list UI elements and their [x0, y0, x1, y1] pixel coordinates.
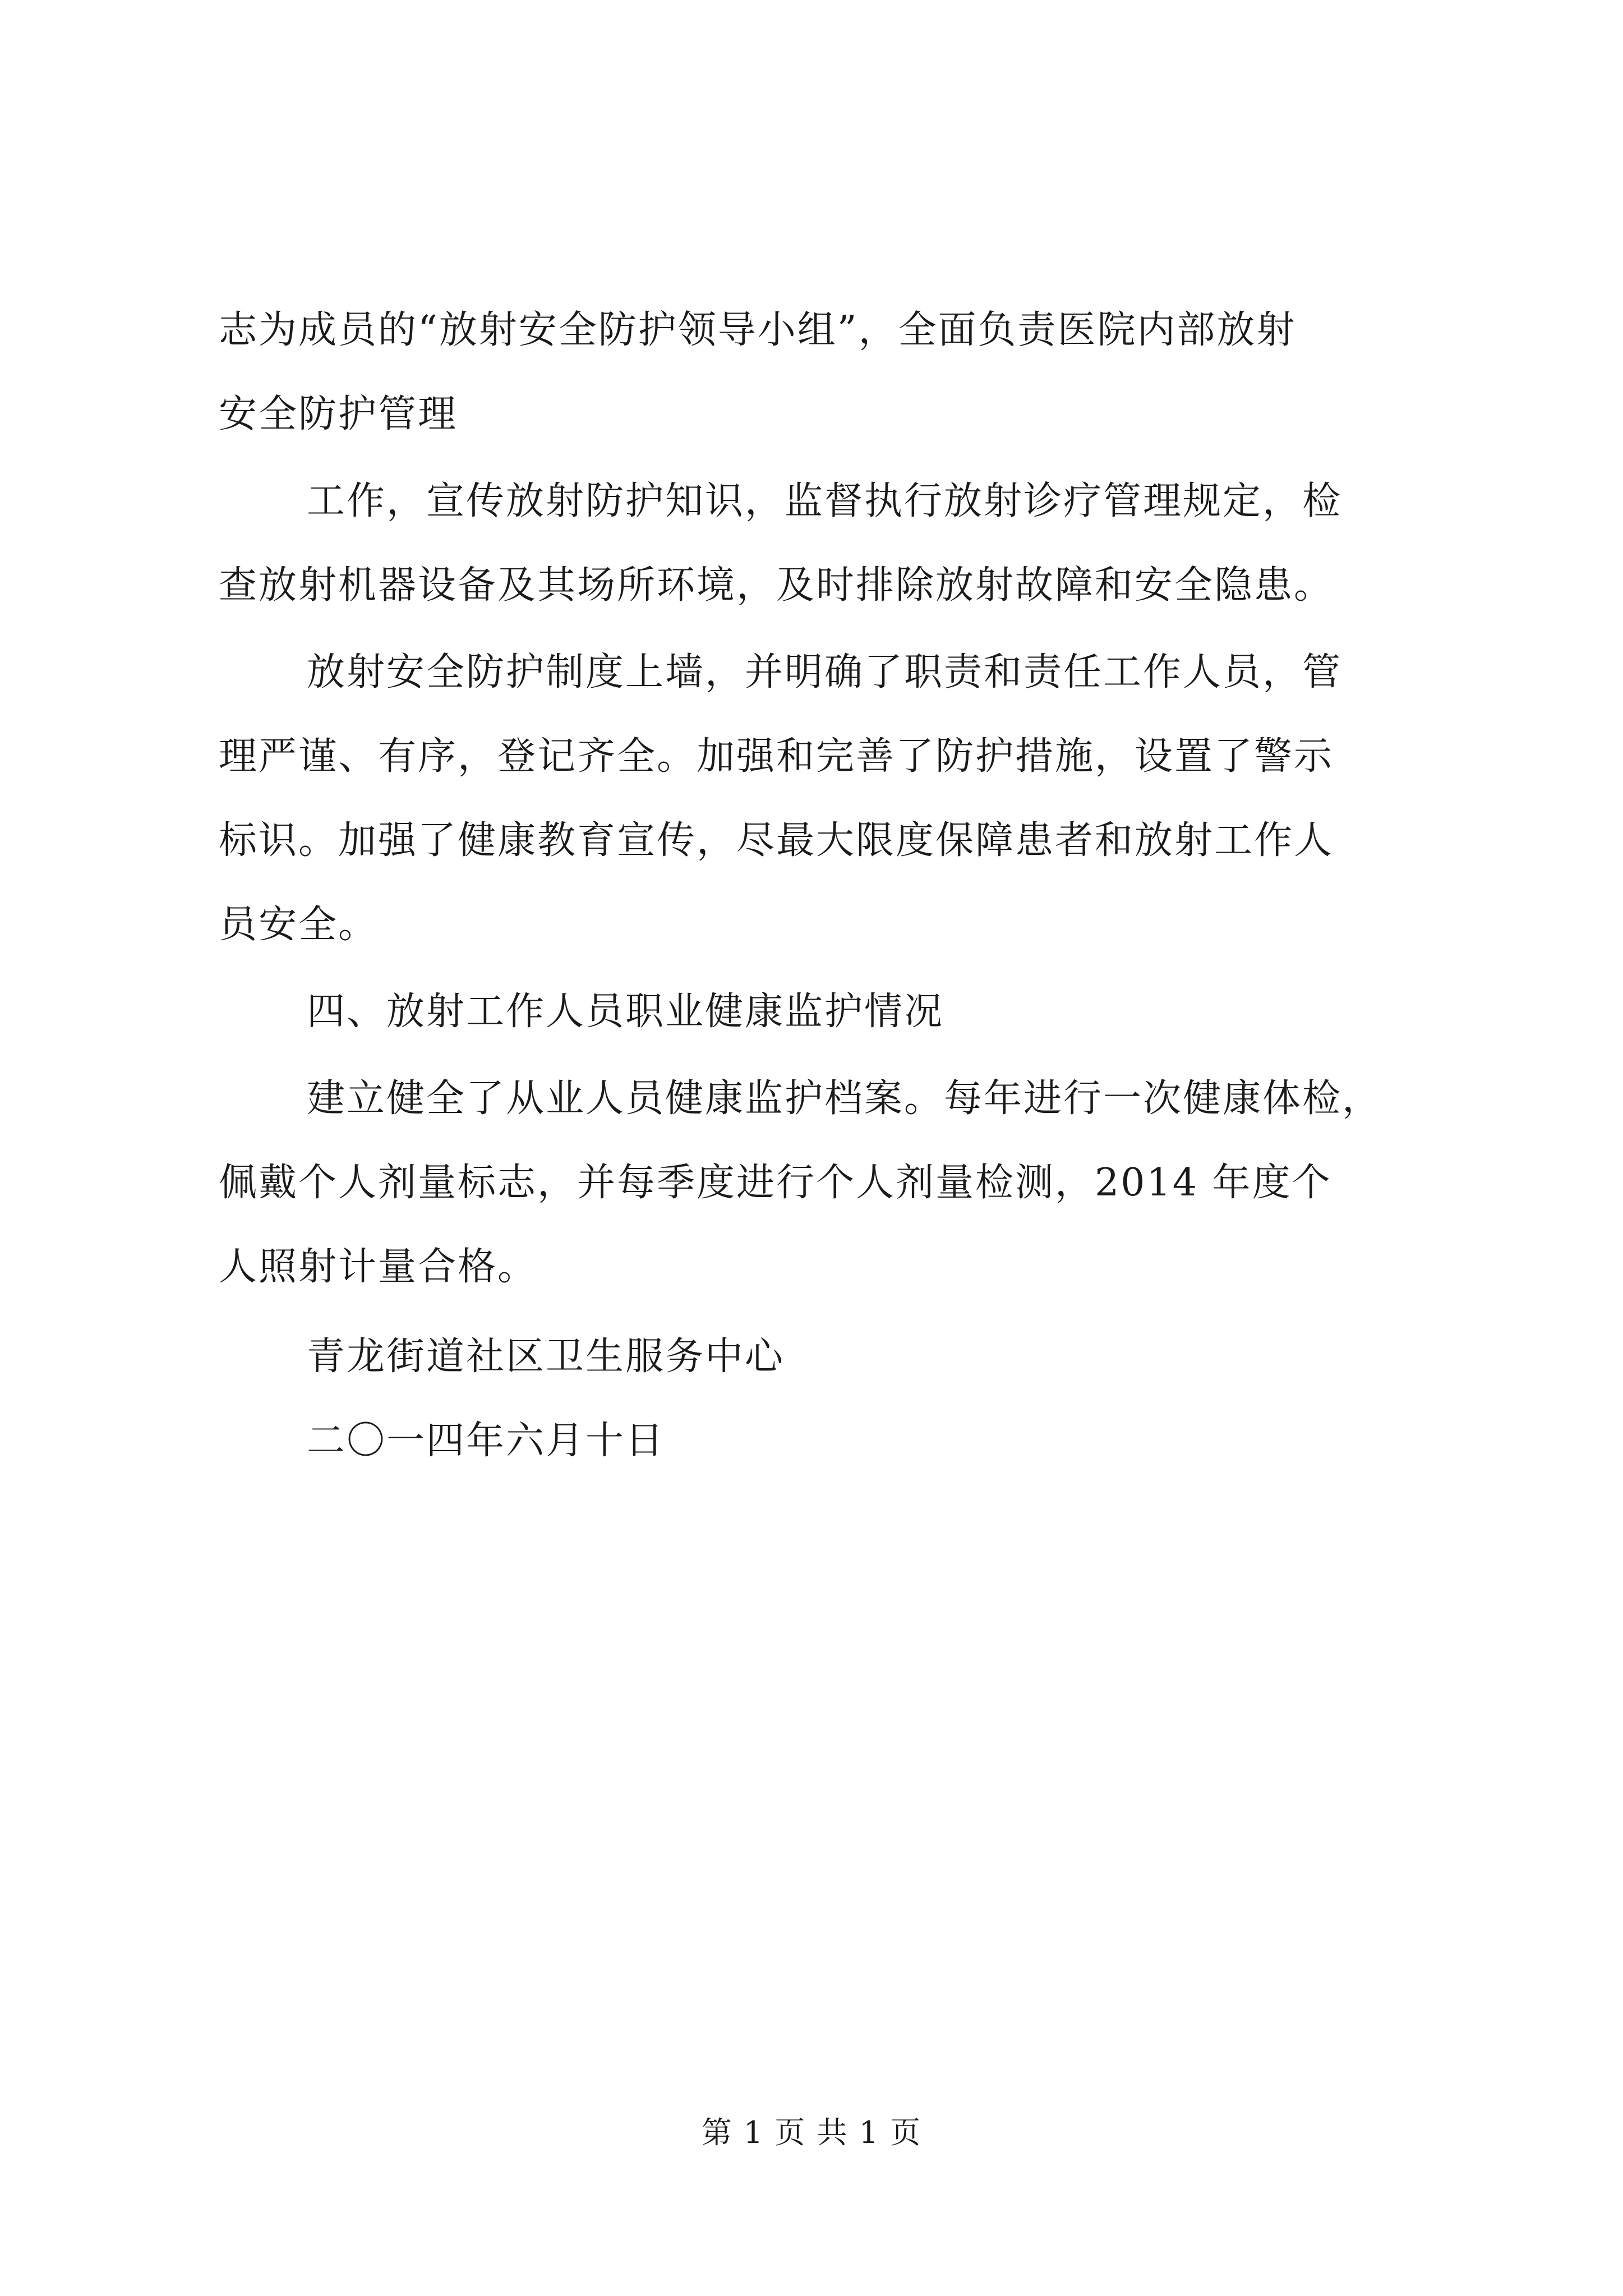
body-line-5: 放射安全防护制度上墙，并明确了职责和责任工作人员，管 [307, 650, 1343, 694]
body-line-3: 工作，宣传放射防护知识，监督执行放射诊疗管理规定，检 [307, 479, 1343, 523]
section-heading: 四、放射工作人员职业健康监护情况 [307, 990, 944, 1034]
body-line-7: 标识。加强了健康教育宣传，尽最大限度保障患者和放射工作人 [219, 818, 1334, 863]
body-line-10: 建立健全了从业人员健康监护档案。每年进行一次健康体检， [307, 1076, 1382, 1121]
body-line-6: 理严谨、有序，登记齐全。加强和完善了防护措施，设置了警示 [219, 734, 1334, 779]
body-line-12: 人照射计量合格。 [219, 1245, 538, 1289]
page-number-footer: 第 1 页 共 1 页 [701, 2115, 922, 2150]
body-line-4: 查放射机器设备及其场所环境，及时排除放射故障和安全隐患。 [219, 563, 1334, 608]
body-line-2: 安全防护管理 [219, 392, 458, 436]
body-line-1: 志为成员的“放射安全防护领导小组”，全面负责医院内部放射 [219, 308, 1297, 352]
signature-date: 二〇一四年六月十日 [307, 1419, 666, 1463]
body-line-11: 佩戴个人剂量标志，并每季度进行个人剂量检测，2014 年度个 [219, 1161, 1332, 1205]
signature-organization: 青龙街道社区卫生服务中心 [307, 1335, 785, 1379]
body-line-8: 员安全。 [219, 903, 379, 947]
